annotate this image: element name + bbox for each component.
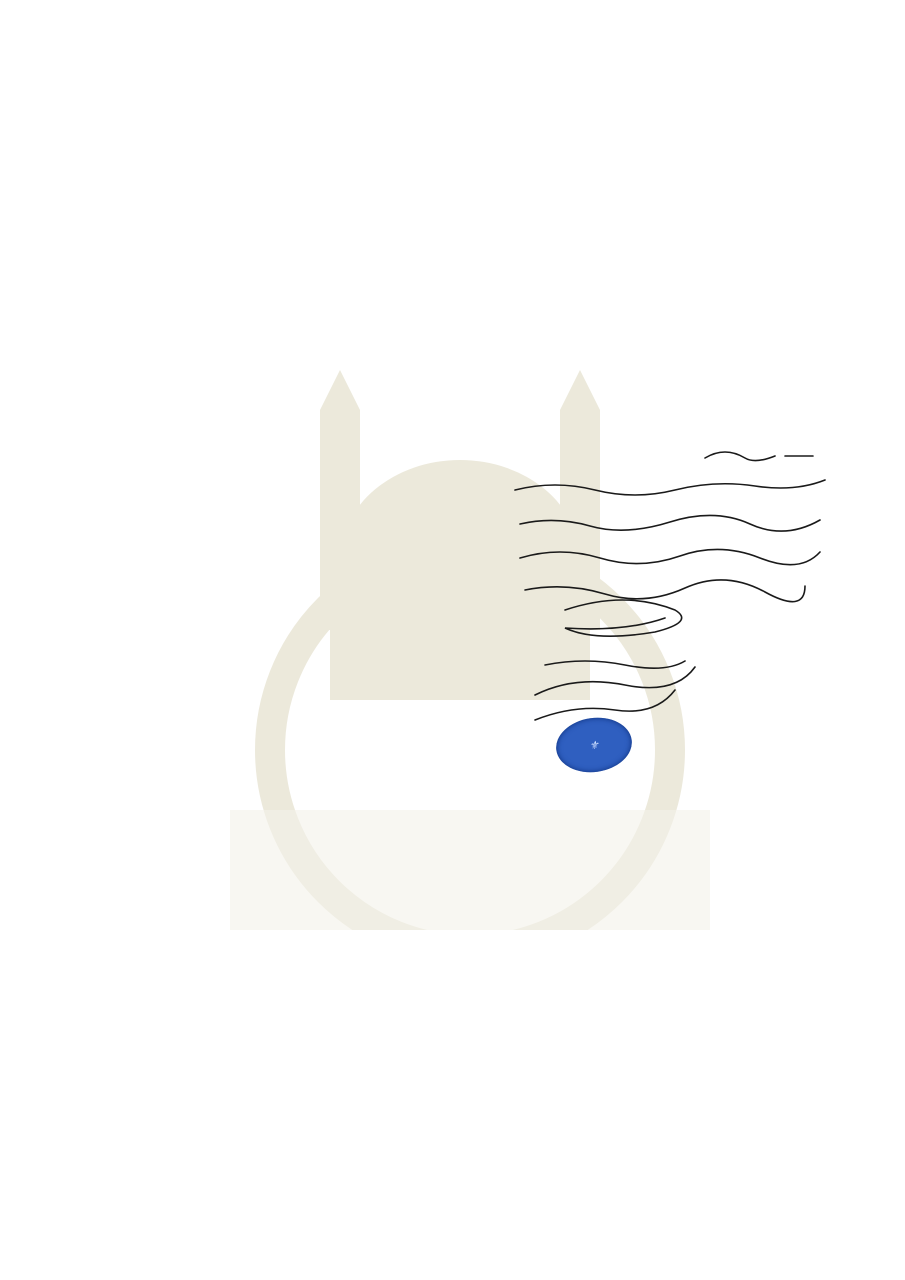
seal-stamp-icon: ⚜ — [553, 713, 636, 777]
border-bottom — [15, 1232, 890, 1258]
border-left — [15, 15, 41, 1265]
handwritten-answer — [505, 440, 835, 730]
border-top — [15, 0, 890, 26]
border-right — [864, 15, 890, 1265]
